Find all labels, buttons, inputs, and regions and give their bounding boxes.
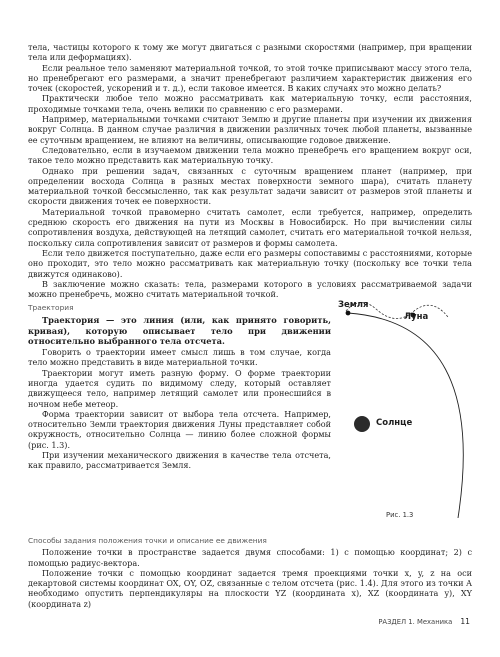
- main-text-top: [28, 42, 472, 299]
- paragraph: Практически любое тело можно рассматривать как материальную точку, если расстояния, проходимые точками тела, очень велики по сравнению с его размерами.: [28, 93, 472, 114]
- paragraph: Если реальное тело заменяют материальной точкой, то этой точке приписывают массу этого тела, но пренебрегают его размерами, а значит пренебрегают различием характеристик движения его точек (скоростей, ускорений и т. д.), если таковое имеется. В каких случаях это можно делать?: [28, 62, 472, 94]
- sun-label: Солнце: [376, 418, 413, 428]
- sun-marker: [354, 416, 370, 432]
- paragraph: Материальной точкой правомерно считать самолет, если требуется, например, определить среднюю скорость его движения на пути из Москвы в Новосибирск. Но при вычислении силы сопротивления воздуха, действующей на летящий самолет, считать его материальной точкой нельзя, поскольку сила сопротивления зависит от размеров и формы самолета.: [28, 206, 472, 248]
- figure-moon-orbit: [338, 293, 488, 518]
- earth-orbit-line: [348, 313, 463, 518]
- section-label: Траектория: [28, 303, 74, 312]
- paragraph: Форма траектории зависит от выбора тела отсчета. Например, относительно Земли траектория движения Луны представляет собой окружность, относительно Солнца — линию более сложной формы (рис. 1.3).: [28, 408, 331, 450]
- trajectory-definition: Траектория — это линия (или, как принято говорить, кривая), которую описывает тело при движении относительно выбранного тела отсчета.: [28, 315, 331, 347]
- position-section: [28, 536, 472, 609]
- paragraph: Говорить о траектории имеет смысл лишь в том случае, когда тело можно представить в виде материальной точки.: [28, 347, 331, 368]
- paragraph: Если тело движется поступательно, даже если его размеры сопоставимы с расстояниями, которые оно проходит, это тело можно рассматривать как материальную точку (поскольку все точки тела движутся одинаково).: [28, 247, 472, 279]
- earth-label: Земля: [338, 300, 369, 310]
- page-number: 11: [460, 617, 470, 626]
- footer-section: РАЗДЕЛ 1. Механика: [378, 618, 453, 626]
- page-footer: [378, 617, 470, 626]
- paragraph: Положение точки в пространстве задается двумя способами: 1) с помощью координат; 2) с помощью радиус-вектора.: [28, 547, 472, 568]
- moon-label: Луна: [404, 312, 429, 322]
- figure-caption: Рис. 1.3: [386, 511, 414, 519]
- earth-marker: [346, 311, 351, 316]
- paragraph: тела, частицы которого к тому же могут двигаться с разными скоростями (например, при вращении тела или деформациях).: [28, 42, 472, 63]
- paragraph: Например, материальными точками считают Землю и другие планеты при изучении их движения вокруг Солнца. В данном случае различия в движении различных точек любой планеты, вызванные ее суточным вращением, не влияют на величины, описывающие годовое движение.: [28, 114, 472, 145]
- paragraph: В заключение можно сказать: тела, размерами которого в условиях рассматриваемой задачи можно пренебречь, можно считать материальной точкой.: [28, 278, 472, 300]
- paragraph: При изучении механического движения в качестве тела отсчета, как правило, рассматривается Земля.: [28, 450, 331, 471]
- paragraph: Положение точки с помощью координат задается тремя проекциями точки x, y, z на оси декартовой системы координат OX, OY, OZ, связанные с телом отсчета (рис. 1.4). Для этого из точки A необходимо опустить перпендикуляры на плоскости YZ (координата x), XZ (координата y), XY (координата z): [28, 567, 472, 609]
- paragraph: Следовательно, если в изучаемом движении тела можно пренебречь его вращением вокруг оси, такое тело можно представить как материальную точку.: [28, 144, 472, 166]
- trajectory-section: [28, 303, 331, 471]
- paragraph: Однако при решении задач, связанных с суточным вращением планет (например, при определении восхода Солнца в разных местах поверхности земного шара), считать планету материальной точкой бессмысленно, так как результат задачи зависит от размеров этой планеты и скорости движения точек ее поверхности.: [28, 165, 472, 207]
- orbit-diagram: [338, 293, 488, 518]
- section-label: Способы задания положения точки и описание ее движения: [28, 536, 267, 545]
- paragraph: Траектории могут иметь разную форму. О форме траектории иногда удается судить по видимому следу, который оставляет движущееся тело, например летящий самолет или пронесшийся в ночном небе метеор.: [28, 367, 331, 409]
